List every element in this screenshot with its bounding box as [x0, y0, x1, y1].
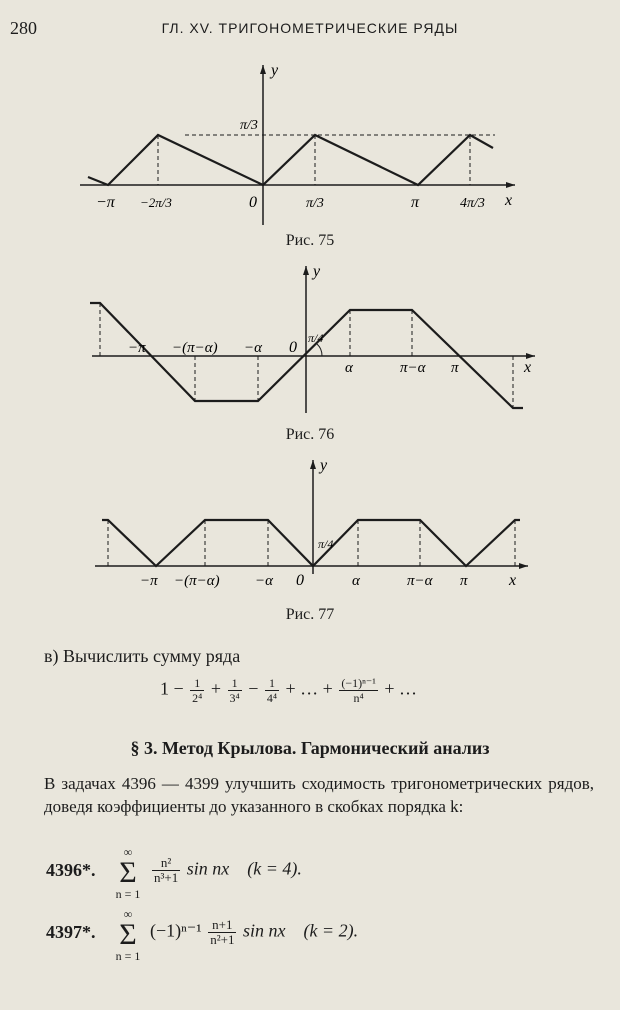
tick-minus-pi-minus-alpha: −(π−α) [174, 573, 220, 589]
problem-expression [150, 856, 302, 885]
task-text: в) Вычислить сумму ряда [44, 646, 241, 666]
sign-factor: (−1)ⁿ⁻¹ [150, 920, 202, 941]
tick-pi-minus-alpha: π−α [407, 573, 433, 589]
sum-sign: ∞ Σ n = 1 [115, 907, 141, 963]
tick-minus-pi: −π [128, 340, 146, 356]
series-formula [160, 676, 417, 705]
series-op: − [248, 678, 259, 699]
tick-alpha: α [345, 360, 353, 376]
problem-number: 4397*. [46, 922, 96, 942]
origin-label: 0 [249, 194, 257, 211]
tick-minus-pi: −π [140, 573, 158, 589]
tick-pi: π [411, 194, 420, 211]
angle-label: π/4 [308, 331, 324, 345]
y-arrow [310, 460, 316, 469]
sum-sign: ∞ Σ n = 1 [115, 845, 141, 901]
problem-number: 4396*. [46, 860, 96, 880]
caption-77: Рис. 77 [285, 606, 335, 623]
x-arrow [519, 563, 528, 569]
tick-alpha: α [352, 573, 360, 589]
running-head: ГЛ. XV. ТРИГОНОМЕТРИЧЕСКИЕ РЯДЫ [161, 20, 459, 36]
series-tail: + … [384, 678, 417, 699]
tick-pi-minus-alpha: π−α [400, 360, 426, 376]
tick-pi-3: π/3 [306, 196, 324, 211]
y-label: y [313, 263, 321, 280]
fraction: $\frac{1}{\text{4⁴}}$ [266, 676, 278, 705]
tick-minus-2pi-3: −2π/3 [140, 195, 172, 210]
tick-minus-pi-minus-alpha: −(π−α) [172, 340, 218, 356]
figure-77 [0, 452, 620, 602]
tick-minus-pi: −π [96, 194, 115, 211]
fraction: $\frac{1}{\text{3⁴}}$ [229, 676, 240, 705]
figure-76 [0, 258, 620, 418]
graph-line [88, 135, 493, 185]
fraction: $\frac{1}{\text{2⁴}}$ [192, 676, 203, 705]
tick-4pi-3: 4π/3 [460, 196, 485, 211]
fraction: $\frac{\text{(−1)ⁿ⁻¹}}{\text{n⁴}}$ [341, 676, 376, 705]
order: (k = 4). [247, 858, 302, 879]
y-label: y [320, 457, 328, 474]
tick-minus-alpha: −α [244, 340, 262, 356]
graph-line [102, 520, 520, 566]
x-label: x [524, 359, 532, 376]
section-title: § 3. Метод Крылова. Гармонический анализ [130, 738, 490, 758]
series-term: 1 − [160, 678, 184, 699]
page-header [0, 18, 620, 42]
series-op: + [210, 678, 221, 699]
caption-76: Рис. 76 [285, 426, 335, 443]
fraction: $\frac{\text{n²}}{\text{n³+1}}$ [154, 855, 179, 885]
intro-paragraph: В задачах 4396 — 4399 улучшить сходимость тригонометрических рядов, доведя коэффициенты до указанного в скобках порядка k: [44, 774, 594, 816]
y-arrow [260, 65, 266, 74]
series-op: + … + [285, 678, 333, 699]
problem-expression [150, 918, 358, 947]
angle-label: π/4 [318, 537, 334, 551]
y-label: y [271, 62, 279, 79]
angle-arc [317, 344, 322, 356]
figure-75 [0, 55, 620, 230]
function: sin nx [242, 920, 286, 941]
tick-pi: π [460, 573, 468, 589]
tick-pi: π [451, 360, 459, 376]
x-arrow [506, 182, 515, 188]
fraction: $\frac{n+1}{\text{n²+1}}$ [210, 917, 235, 947]
function: sin nx [186, 858, 230, 879]
origin-label: 0 [289, 339, 297, 356]
problem-4396 [46, 845, 586, 901]
x-label: x [509, 572, 517, 589]
origin-label: 0 [296, 572, 304, 589]
y-arrow [303, 266, 309, 275]
x-label: x [505, 192, 513, 209]
caption-75: Рис. 75 [285, 232, 335, 249]
level-label: π/3 [240, 118, 258, 133]
problem-4397 [46, 907, 586, 963]
order: (k = 2). [303, 920, 359, 941]
tick-minus-alpha: −α [255, 573, 273, 589]
page-number: 280 [10, 18, 37, 38]
